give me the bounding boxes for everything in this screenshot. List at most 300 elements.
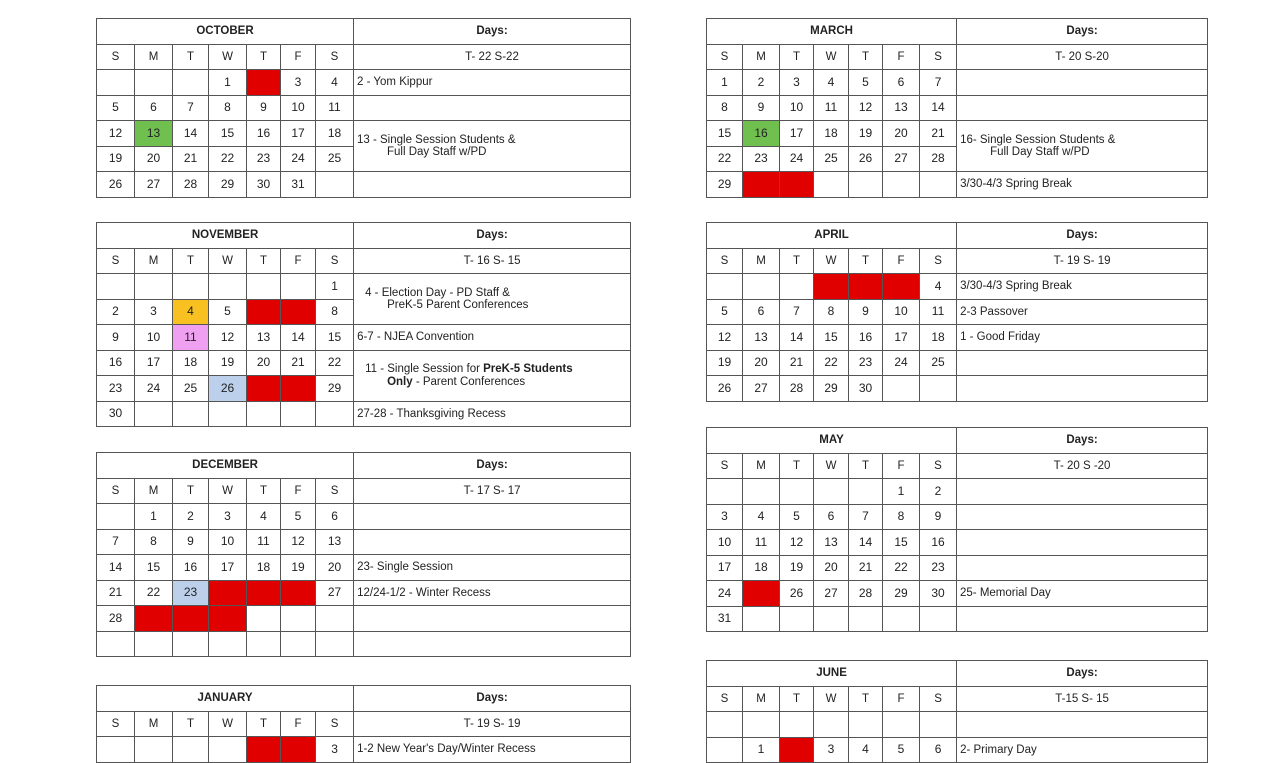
date-cell: 27	[247, 376, 281, 402]
date-cell: 1	[247, 737, 281, 763]
month-name: NOVEMBER	[97, 223, 354, 249]
event-note-text: 23- Single Session	[357, 561, 453, 574]
month-december	[96, 452, 631, 657]
weekday-label: S	[920, 453, 957, 479]
date-cell: 2	[247, 70, 281, 96]
date-cell: 14	[173, 121, 209, 147]
event-note	[957, 737, 1208, 763]
event-note	[354, 529, 631, 555]
empty-cell	[135, 737, 173, 763]
date-cell: 14	[849, 530, 883, 556]
weekday-label: S	[97, 248, 135, 274]
weekday-label: S	[707, 44, 743, 70]
date-cell: 16	[849, 325, 883, 351]
date-cell: 17	[281, 121, 316, 147]
empty-cell	[316, 401, 354, 427]
weekday-label: T	[173, 478, 209, 504]
event-note	[957, 530, 1208, 556]
event-note	[957, 504, 1208, 530]
empty-cell	[316, 631, 354, 657]
date-cell: 19	[281, 555, 316, 581]
event-note	[354, 350, 631, 401]
empty-cell	[135, 631, 173, 657]
weekday-label: W	[814, 248, 849, 274]
date-cell: 29	[316, 376, 354, 402]
days-label: Days:	[957, 661, 1208, 687]
event-note-text: 2 - Yom Kippur	[357, 76, 433, 89]
month-june	[706, 660, 1208, 763]
date-cell: 26	[707, 376, 743, 402]
date-cell: 19	[780, 555, 814, 581]
weekday-label: T	[780, 453, 814, 479]
date-cell: 26	[780, 581, 814, 607]
day-count: T- 17 S- 17	[354, 478, 631, 504]
date-cell: 24	[281, 146, 316, 172]
empty-cell	[849, 479, 883, 505]
event-note-text: 11 - Single Session for	[365, 363, 484, 376]
weekday-label: F	[281, 711, 316, 737]
weekday-label: F	[883, 686, 920, 712]
date-cell: 11	[173, 325, 209, 351]
date-cell: 26	[281, 580, 316, 606]
event-note-line	[357, 408, 630, 420]
date-cell: 13	[316, 529, 354, 555]
event-note	[957, 95, 1208, 121]
date-cell: 24	[135, 376, 173, 402]
date-cell: 23	[173, 580, 209, 606]
date-cell: 20	[814, 555, 849, 581]
weekday-label: S	[97, 44, 135, 70]
empty-cell	[743, 274, 780, 300]
event-note	[957, 121, 1208, 172]
month-april	[706, 222, 1208, 402]
day-count: T- 20 S -20	[957, 453, 1208, 479]
event-note	[354, 580, 631, 606]
weekday-label: S	[97, 711, 135, 737]
date-cell: 21	[281, 350, 316, 376]
event-note-text: Full Day Staff w/PD	[990, 146, 1090, 158]
empty-cell	[209, 274, 247, 300]
date-cell: 3	[707, 504, 743, 530]
empty-cell	[209, 401, 247, 427]
date-cell: 26	[849, 146, 883, 172]
date-cell: 18	[920, 325, 957, 351]
days-label: Days:	[354, 223, 631, 249]
date-cell: 16	[743, 121, 780, 147]
empty-cell	[920, 712, 957, 738]
days-label: Days:	[354, 19, 631, 45]
event-note-line	[960, 306, 1207, 318]
date-cell: 8	[135, 529, 173, 555]
date-cell: 10	[209, 529, 247, 555]
date-cell: 29	[209, 172, 247, 198]
date-cell: 4	[173, 299, 209, 325]
weekday-label: W	[814, 453, 849, 479]
date-cell: 28	[920, 146, 957, 172]
empty-cell	[814, 479, 849, 505]
event-note	[354, 504, 631, 530]
date-cell: 2	[173, 504, 209, 530]
empty-cell	[173, 631, 209, 657]
weekday-label: T	[780, 44, 814, 70]
date-cell: 17	[707, 555, 743, 581]
empty-cell	[707, 479, 743, 505]
date-cell: 8	[209, 95, 247, 121]
date-cell: 21	[920, 121, 957, 147]
weekday-label: F	[281, 44, 316, 70]
event-note	[957, 274, 1208, 300]
month-name: APRIL	[707, 223, 957, 249]
event-note	[957, 581, 1208, 607]
date-cell: 29	[135, 606, 173, 632]
event-note-text: 12/24-1/2 - Winter Recess	[357, 586, 491, 599]
empty-cell	[814, 712, 849, 738]
date-cell: 27	[814, 581, 849, 607]
empty-cell	[97, 274, 135, 300]
month-name: DECEMBER	[97, 453, 354, 479]
event-note-text: 16- Single Session Students &	[960, 133, 1116, 146]
empty-cell	[281, 401, 316, 427]
date-cell: 18	[173, 350, 209, 376]
date-cell: 1	[814, 274, 849, 300]
event-note-line	[357, 299, 630, 311]
date-cell: 5	[281, 504, 316, 530]
weekday-label: F	[281, 248, 316, 274]
weekday-label: T	[849, 453, 883, 479]
weekday-label: F	[883, 453, 920, 479]
event-note	[354, 606, 631, 632]
date-cell: 24	[883, 350, 920, 376]
event-note	[354, 631, 631, 657]
date-cell: 4	[316, 70, 354, 96]
weekday-label: S	[97, 478, 135, 504]
empty-cell	[883, 606, 920, 632]
date-cell: 8	[883, 504, 920, 530]
weekday-label: W	[209, 44, 247, 70]
date-cell: 8	[707, 95, 743, 121]
weekday-label: F	[883, 248, 920, 274]
date-cell: 12	[97, 121, 135, 147]
date-cell: 3	[780, 70, 814, 96]
empty-cell	[883, 376, 920, 402]
date-cell: 25	[814, 146, 849, 172]
date-cell: 22	[209, 146, 247, 172]
date-cell: 12	[707, 325, 743, 351]
date-cell: 19	[209, 350, 247, 376]
date-cell: 17	[135, 350, 173, 376]
date-cell: 30	[97, 401, 135, 427]
empty-cell	[743, 479, 780, 505]
empty-cell	[135, 70, 173, 96]
date-cell: 14	[780, 325, 814, 351]
event-note	[957, 172, 1208, 198]
date-cell: 7	[780, 299, 814, 325]
weekday-label: S	[316, 478, 354, 504]
days-label: Days:	[957, 19, 1208, 45]
date-cell: 4	[814, 70, 849, 96]
date-cell: 6	[814, 504, 849, 530]
date-cell: 2	[920, 479, 957, 505]
date-cell: 24	[209, 580, 247, 606]
date-cell: 9	[849, 299, 883, 325]
date-cell: 9	[743, 95, 780, 121]
weekday-label: W	[209, 478, 247, 504]
date-cell: 7	[920, 70, 957, 96]
weekday-label: T	[247, 44, 281, 70]
event-note-line	[960, 134, 1207, 146]
date-cell: 23	[849, 350, 883, 376]
date-cell: 31	[209, 606, 247, 632]
date-cell: 15	[209, 121, 247, 147]
date-cell: 3	[814, 737, 849, 763]
event-note-text: 25- Memorial Day	[960, 587, 1051, 600]
event-note	[354, 555, 631, 581]
date-cell: 9	[247, 95, 281, 121]
weekday-label: F	[883, 44, 920, 70]
date-cell: 14	[920, 95, 957, 121]
weekday-label: M	[135, 248, 173, 274]
empty-cell	[173, 274, 209, 300]
date-cell: 14	[97, 555, 135, 581]
date-cell: 29	[883, 581, 920, 607]
date-cell: 28	[281, 376, 316, 402]
days-label: Days:	[354, 686, 631, 712]
date-cell: 11	[247, 529, 281, 555]
date-cell: 19	[97, 146, 135, 172]
month-name: MARCH	[707, 19, 957, 45]
event-note-text: 2- Primary Day	[960, 743, 1037, 756]
weekday-label: M	[743, 686, 780, 712]
empty-cell	[97, 70, 135, 96]
date-cell: 3	[135, 299, 173, 325]
weekday-label: S	[316, 711, 354, 737]
event-note-line	[357, 561, 630, 573]
date-cell: 13	[883, 95, 920, 121]
date-cell: 1	[743, 737, 780, 763]
date-cell: 1	[883, 479, 920, 505]
empty-cell	[883, 712, 920, 738]
event-note-line	[960, 331, 1207, 343]
event-note-line	[357, 376, 630, 388]
date-cell: 8	[316, 299, 354, 325]
date-cell: 21	[97, 580, 135, 606]
date-cell: 3	[281, 70, 316, 96]
date-cell: 23	[743, 146, 780, 172]
date-cell: 27	[743, 376, 780, 402]
date-cell: 4	[247, 504, 281, 530]
date-cell: 22	[883, 555, 920, 581]
weekday-label: M	[743, 248, 780, 274]
event-note-text: - Parent Conferences	[412, 375, 526, 388]
date-cell: 30	[849, 376, 883, 402]
empty-cell	[97, 737, 135, 763]
day-count: T- 19 S- 19	[354, 711, 631, 737]
event-note-text: PreK-5 Parent Conferences	[387, 299, 529, 311]
date-cell: 10	[135, 325, 173, 351]
date-cell: 16	[173, 555, 209, 581]
event-note-line	[357, 76, 630, 88]
date-cell: 18	[814, 121, 849, 147]
weekday-label: S	[920, 686, 957, 712]
date-cell: 17	[780, 121, 814, 147]
empty-cell	[849, 606, 883, 632]
date-cell: 26	[97, 172, 135, 198]
event-note	[957, 70, 1208, 96]
date-cell: 6	[920, 737, 957, 763]
weekday-label: S	[707, 686, 743, 712]
date-cell: 21	[849, 555, 883, 581]
empty-cell	[780, 274, 814, 300]
date-cell: 25	[743, 581, 780, 607]
day-count: T- 16 S- 15	[354, 248, 631, 274]
days-label: Days:	[354, 453, 631, 479]
event-note-line	[960, 146, 1207, 158]
date-cell: 10	[780, 95, 814, 121]
date-cell: 20	[135, 146, 173, 172]
event-note	[957, 376, 1208, 402]
date-cell: 30	[173, 606, 209, 632]
month-may	[706, 427, 1208, 632]
date-cell: 23	[920, 555, 957, 581]
date-cell: 1	[209, 70, 247, 96]
event-note-bold: PreK-5 Students	[483, 363, 573, 376]
date-cell: 4	[743, 504, 780, 530]
date-cell: 31	[707, 606, 743, 632]
empty-cell	[780, 479, 814, 505]
date-cell: 12	[209, 325, 247, 351]
date-cell: 19	[849, 121, 883, 147]
date-cell: 11	[814, 95, 849, 121]
event-note-text: 13 - Single Session Students &	[357, 133, 516, 146]
date-cell: 31	[780, 172, 814, 198]
date-cell: 7	[281, 299, 316, 325]
empty-cell	[707, 737, 743, 763]
weekday-label: M	[743, 453, 780, 479]
event-note-line	[357, 134, 630, 146]
event-note-line	[357, 743, 630, 755]
month-november	[96, 222, 631, 427]
event-note-text: 4 - Election Day - PD Staff &	[365, 286, 510, 299]
date-cell: 16	[247, 121, 281, 147]
event-note-line	[357, 146, 630, 158]
event-note-text: 3/30-4/3 Spring Break	[960, 178, 1072, 191]
date-cell: 13	[247, 325, 281, 351]
month-march	[706, 18, 1208, 198]
empty-cell	[281, 274, 316, 300]
days-label: Days:	[957, 428, 1208, 454]
empty-cell	[209, 737, 247, 763]
month-october	[96, 18, 631, 198]
date-cell: 9	[97, 325, 135, 351]
date-cell: 21	[173, 146, 209, 172]
date-cell: 3	[209, 504, 247, 530]
weekday-label: M	[135, 478, 173, 504]
event-note	[957, 350, 1208, 376]
event-note	[957, 555, 1208, 581]
date-cell: 15	[135, 555, 173, 581]
date-cell: 22	[814, 350, 849, 376]
date-cell: 4	[849, 737, 883, 763]
date-cell: 27	[883, 146, 920, 172]
weekday-label: S	[707, 453, 743, 479]
date-cell: 18	[247, 555, 281, 581]
weekday-label: T	[849, 686, 883, 712]
date-cell: 22	[135, 580, 173, 606]
weekday-label: W	[814, 686, 849, 712]
date-cell: 2	[281, 737, 316, 763]
date-cell: 13	[743, 325, 780, 351]
date-cell: 28	[849, 581, 883, 607]
empty-cell	[247, 631, 281, 657]
empty-cell	[883, 172, 920, 198]
date-cell: 5	[883, 737, 920, 763]
event-note	[957, 325, 1208, 351]
date-cell: 26	[209, 376, 247, 402]
empty-cell	[135, 401, 173, 427]
date-cell: 12	[849, 95, 883, 121]
weekday-label: T	[849, 44, 883, 70]
date-cell: 30	[247, 172, 281, 198]
date-cell: 22	[316, 350, 354, 376]
event-note	[354, 737, 631, 763]
date-cell: 1	[135, 504, 173, 530]
date-cell: 17	[209, 555, 247, 581]
empty-cell	[209, 631, 247, 657]
empty-cell	[814, 172, 849, 198]
date-cell: 13	[814, 530, 849, 556]
date-cell: 22	[707, 146, 743, 172]
date-cell: 10	[281, 95, 316, 121]
event-note	[354, 325, 631, 351]
event-note	[354, 70, 631, 96]
date-cell: 15	[707, 121, 743, 147]
empty-cell	[707, 274, 743, 300]
date-cell: 6	[883, 70, 920, 96]
date-cell: 20	[316, 555, 354, 581]
month-name: JUNE	[707, 661, 957, 687]
date-cell: 25	[316, 146, 354, 172]
date-cell: 17	[883, 325, 920, 351]
event-note-text: 6-7 - NJEA Convention	[357, 331, 475, 344]
date-cell: 20	[743, 350, 780, 376]
date-cell: 30	[743, 172, 780, 198]
event-note	[354, 274, 631, 325]
date-cell: 25	[173, 376, 209, 402]
date-cell: 9	[173, 529, 209, 555]
date-cell: 13	[135, 121, 173, 147]
date-cell: 15	[814, 325, 849, 351]
event-note	[957, 299, 1208, 325]
days-label: Days:	[957, 223, 1208, 249]
event-note	[354, 95, 631, 121]
empty-cell	[780, 606, 814, 632]
date-cell: 30	[920, 581, 957, 607]
date-cell: 23	[247, 146, 281, 172]
event-note	[354, 401, 631, 427]
date-cell: 14	[281, 325, 316, 351]
event-note-line	[357, 587, 630, 599]
weekday-label: T	[173, 44, 209, 70]
empty-cell	[920, 606, 957, 632]
event-note-text: 1-2 New Year's Day/Winter Recess	[357, 743, 536, 756]
empty-cell	[281, 631, 316, 657]
date-cell: 1	[316, 274, 354, 300]
date-cell: 7	[97, 529, 135, 555]
weekday-label: T	[780, 686, 814, 712]
date-cell: 5	[780, 504, 814, 530]
weekday-label: W	[209, 711, 247, 737]
weekday-label: M	[135, 711, 173, 737]
